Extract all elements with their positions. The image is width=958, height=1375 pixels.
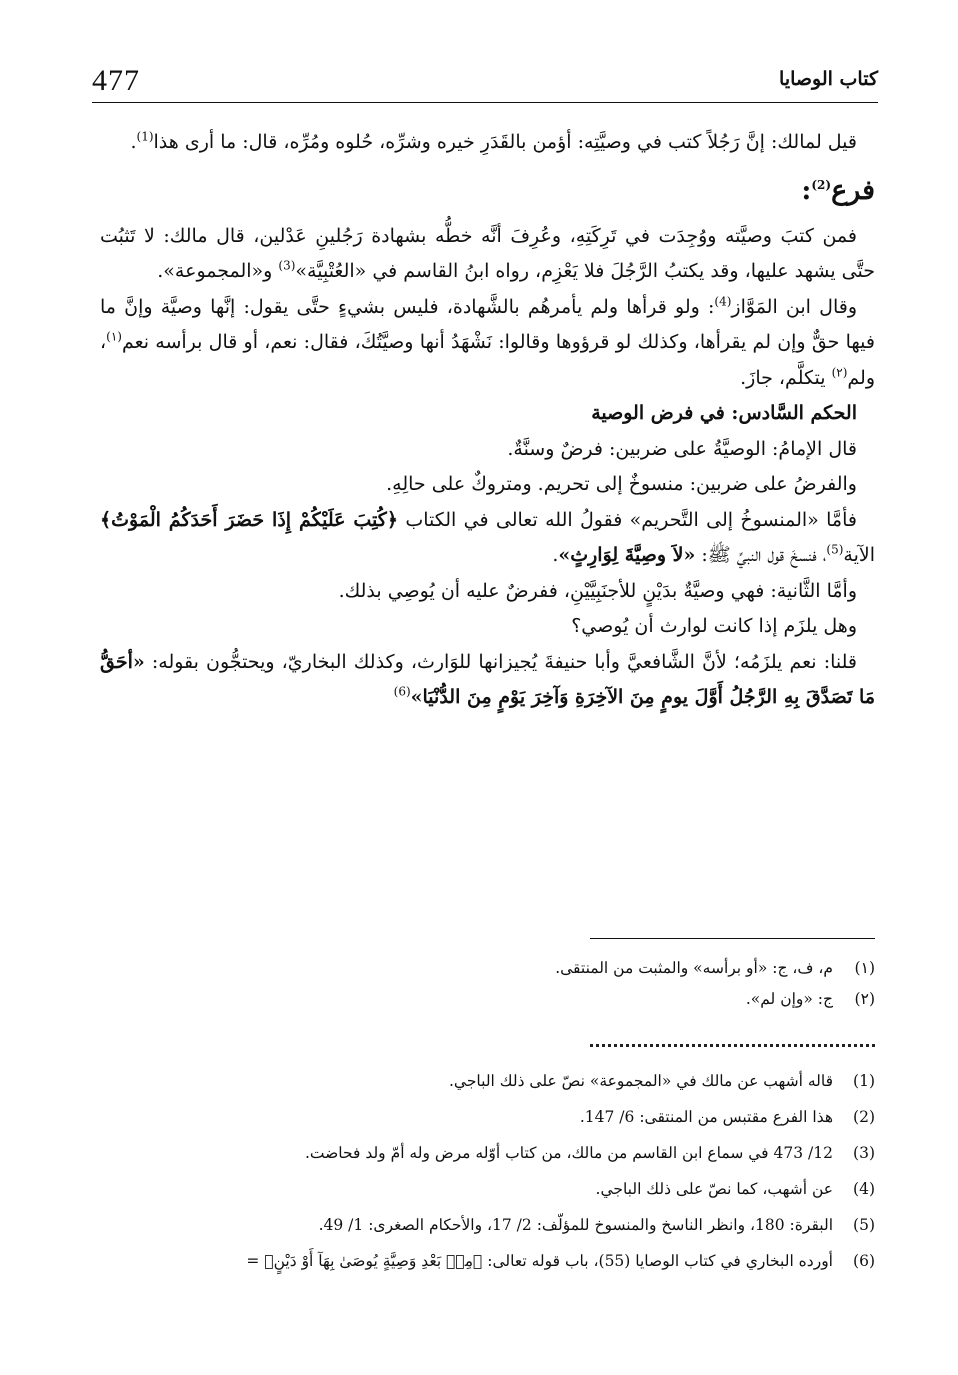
note-text: عن أشهب، كما نصّ على ذلك الباجي. — [595, 1180, 833, 1198]
footnote-ref[interactable]: (4) — [714, 294, 732, 309]
paragraph-1: قيل لمالك: إنَّ رَجُلاً كتب في وصيَّتِه: أؤمن بالقَدَرِ خيره وشرِّه، حُلوه ومُرِّه، قال: ما أرى هذا$^{(1)}$. — [130, 129, 857, 153]
note-text: م، ف، ج: «أو برأسه» والمثبت من المنتقى. — [555, 959, 833, 977]
note-number: (2) — [853, 1108, 875, 1126]
footnote — [100, 1207, 875, 1243]
quran-quote: ﴿كُتِبَ عَلَيْكُمْ إِذَا حَضَرَ أَحَدَكُمُ الْمَوْتُ﴾ — [100, 508, 398, 531]
apparatus-ref[interactable]: (١) — [106, 329, 122, 344]
footnotes — [100, 1063, 875, 1279]
footnote-ref[interactable]: (3) — [278, 258, 296, 273]
note-number: (1) — [853, 1072, 875, 1090]
apparatus-ref[interactable]: (٢) — [831, 365, 848, 380]
hadith-quote: «أحَقُّ مَا تَصَدَّقَ بِهِ الرَّجُلُ أَوَّلَ يومٍ مِنَ الآخِرَةِ وَآخِرَ يَوْمٍ مِنَ الدُّنْيَا» — [100, 650, 875, 708]
note-number: (4) — [853, 1180, 875, 1198]
footnote-ref[interactable]: (2) — [811, 177, 832, 192]
note-number: (٢) — [854, 990, 875, 1008]
paragraph-7: وأمَّا الثَّانية: فهي وصيَّةٌ بدَيْنٍ للأجنَبِيَّيْنِ، ففرضٌ عليه أن يُوصِي بذلك. — [338, 579, 857, 602]
note-number: (5) — [853, 1216, 875, 1234]
paragraph-4: قال الإمامُ: الوصيَّةُ على ضربين: فرضٌ وسنَّةٌ. — [507, 437, 857, 460]
footnote — [100, 1243, 875, 1279]
footnote — [100, 1063, 875, 1099]
note-number: (6) — [853, 1252, 875, 1270]
apparatus-note — [100, 984, 875, 1015]
page-number: 477 — [92, 64, 140, 97]
page-header — [92, 62, 878, 103]
paragraph-3: وقال ابن المَوَّاز$^{(4)}$: ولو قرأها ولم يأمرهُم بالشَّهادة، فليس بشيءٍ حتَّى يقول: إنَّها وصيَّة وإنَّ ما فيها حقٌّ وإن لم يقرأها، وكذلك لو قرؤوها وقالوا: نَشْهَدُ أنها وصيَّتُكَ، فقال: نعم، أو قال برأسه نعم$^{(١)}$، ولم$^{(٢)}$ يتكلَّم، جازَ. — [100, 294, 875, 389]
running-title: كتاب الوصايا — [779, 68, 878, 90]
paragraph-2: فمن كتبَ وصيَّته ووُجِدَت في تَرِكَتِهِ، وعُرِفَ أنَّه خطُّه بشهادة رَجُلينِ عَدْلين، قال مالك: لا تَثبُت حتَّى يشهد عليها، وقد يكتبُ الرَّجُلَ فلا يَعْزِم، رواه ابنُ القاسم في «العُتْبِيَّة»$^{(3)}$ و«المجموعة». — [100, 224, 875, 282]
note-text: هذا الفرع مقتبس من المنتقى: 6/ 147. — [579, 1108, 833, 1126]
branch-heading: فرع$^{(2)}$: — [801, 174, 875, 206]
main-text — [100, 125, 875, 716]
footnote-ref[interactable]: (6) — [393, 684, 411, 699]
note-text: 12/ 473 في سماع ابن القاسم من مالك، من كتاب أوّله مرض وله أمّ ولد فحاضت. — [304, 1144, 833, 1162]
dotted-separator — [590, 1044, 875, 1047]
section-heading: الحكم السَّادس: في فرض الوصية — [591, 402, 857, 424]
note-number: (3) — [853, 1144, 875, 1162]
note-number: (١) — [854, 959, 875, 977]
footnote — [100, 1171, 875, 1207]
apparatus-notes — [100, 953, 875, 1015]
paragraph-9: قلنا: نعم يلزَمُه؛ لأنَّ الشَّافعيَّ وأبا حنيفةَ يُجيزانها للوَارث، وكذلك البخاريّ، ويحتجُّون بقوله: «أحَقُّ مَا تَصَدَّقَ بِهِ الرَّجُلُ أَوَّلَ يومٍ مِنَ الآخِرَةِ وَآخِرَ يَوْمٍ مِنَ الدُّنْيَا»$^{(6)}$ — [100, 650, 875, 708]
note-text: ج: «وإن لم». — [745, 990, 833, 1008]
footnote-separator — [590, 938, 875, 939]
apparatus-note — [100, 953, 875, 984]
footnote-ref[interactable]: (1) — [136, 129, 154, 144]
footnote — [100, 1135, 875, 1171]
footnote — [100, 1099, 875, 1135]
note-text: البقرة: 180، وانظر الناسخ والمنسوخ للمؤلّف: 2/ 17، والأحكام الصغرى: 1/ 49. — [318, 1216, 833, 1234]
note-text: أورده البخاري في كتاب الوصايا (55)، باب قوله تعالى: ﴿مِنۢ بَعْدِ وَصِيَّةٍ يُوصَىٰ بِهَآ أَوْ دَيْنٍ﴾ = — [246, 1252, 833, 1270]
paragraph-6: فأمَّا «المنسوخُ إلى التَّحريم» فقولُ الله تعالى في الكتاب ﴿كُتِبَ عَلَيْكُمْ إِذَا حَضَرَ أَحَدَكُمُ الْمَوْتُ﴾ الآية$^{(5)}$، فنسخَ قول النبيِّ ﷺ: «لاَ وصِيَّةَ لِوَارِثٍ». — [100, 508, 875, 566]
note-text: قاله أشهب عن مالك في «المجموعة» نصّ على ذلك الباجي. — [449, 1072, 833, 1090]
paragraph-5: والفرضُ على ضربين: منسوخٌ إلى تحريم. ومتروكٌ على حالِهِ. — [386, 473, 857, 495]
hadith-quote: «لاَ وصِيَّةَ لِوَارِثٍ» — [558, 544, 696, 566]
footnote-ref[interactable]: (5) — [826, 542, 844, 557]
paragraph-8: وهل يلزَم إذا كانت لوارث أن يُوصي؟ — [571, 615, 857, 637]
section-subtitle: في فرض الوصية — [591, 402, 725, 424]
